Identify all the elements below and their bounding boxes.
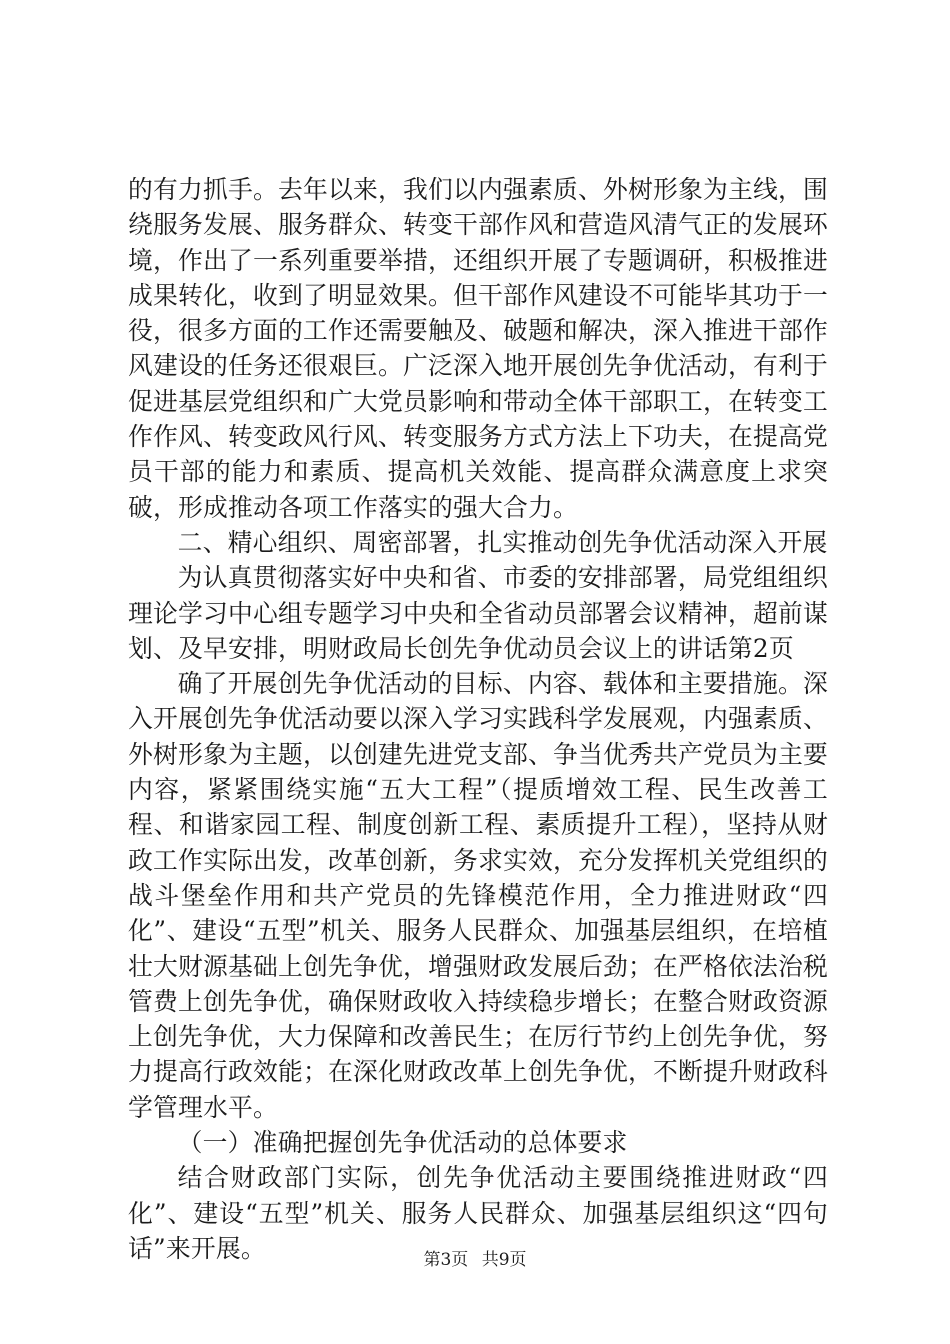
- paragraph-continuation: 的有力抓手。去年以来，我们以内强素质、外树形象为主线，围绕服务发展、服务群众、转变干部作风和营造风清气正的发展环境，作出了一系列重要举措，还组织开展了专题调研，积极推进成果转化，收到了明显效果。但干部作风建设不可能毕其功于一役，很多方面的工作还需要触及、破题和解决，深入推进干部作风建设的任务还很艰巨。广泛深入地开展创先争优活动，有利于促进基层党组织和广大党员影响和带动全体干部职工，在转变工作作风、转变政风行风、转变服务方式方法上下功夫，在提高党员干部的能力和素质、提高机关效能、提高群众满意度上求突破，形成推动各项工作落实的强大合力。: [128, 175, 828, 522]
- paragraph: 结合财政部门实际，创先争优活动主要围绕推进财政“四化”、建设“五型”机关、服务人民群众、加强基层组织这“四句话”来开展。: [128, 1163, 828, 1263]
- section-heading-2: 二、精心组织、周密部署，扎实推动创先争优活动深入开展: [177, 527, 828, 557]
- page-footer: [0, 1245, 950, 1270]
- page-total: 共9页: [481, 1250, 527, 1270]
- document-body: [128, 172, 828, 1266]
- paragraph: 确了开展创先争优活动的目标、内容、载体和主要措施。深入开展创先争优活动要以深入学习实践科学发展观，内强素质、外树形象为主题，以创建先进党支部、争当优秀共产党员为主要内容，紧紧围绕实施“五大工程”（提质增效工程、民生改善工程、和谐家园工程、制度创新工程、素质提升工程），坚持从财政工作实际出发，改革创新，务求实效，充分发挥机关党组织的战斗堡垒作用和共产党员的先锋模范作用，全力推进财政“四化”、建设“五型”机关、服务人民群众、加强基层组织，在培植壮大财源基础上创先争优，增强财政发展后劲；在严格依法治税管费上创先争优，确保财政收入持续稳步增长；在整合财政资源上创先争优，大力保障和改善民生；在厉行节约上创先争优，努力提高行政效能；在深化财政改革上创先争优，不断提升财政科学管理水平。: [128, 669, 828, 1122]
- page-number: 第3页: [423, 1250, 469, 1270]
- subsection-heading-1: （一）准确把握创先争优活动的总体要求: [177, 1128, 628, 1158]
- paragraph: 为认真贯彻落实好中央和省、市委的安排部署，局党组组织理论学习中心组专题学习中央和全省动员部署会议精神，超前谋划、及早安排，明财政局长创先争优动员会议上的讲话第2页: [128, 563, 828, 663]
